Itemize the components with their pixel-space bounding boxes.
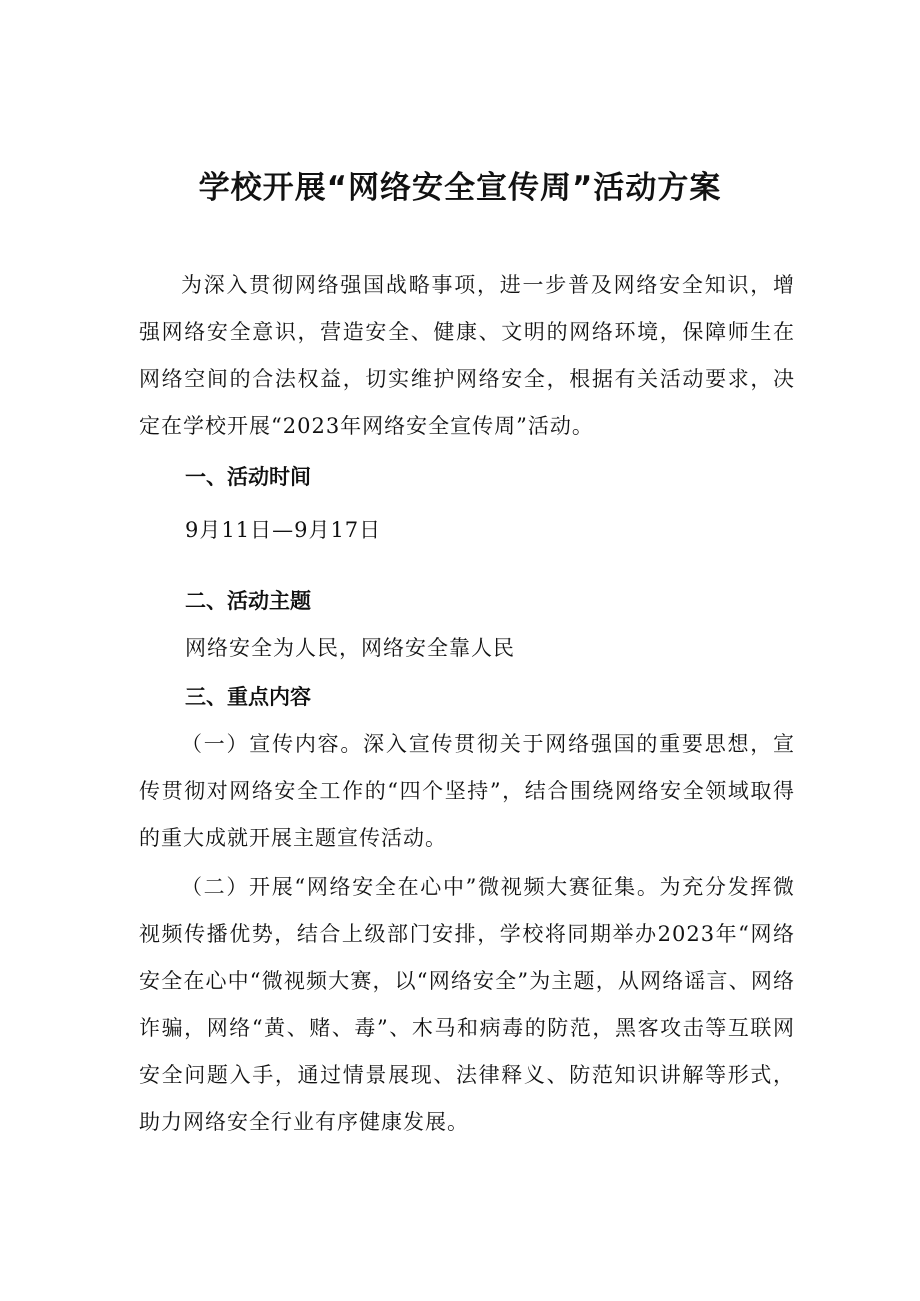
document-title: 学校开展“网络安全宣传周”活动方案 <box>198 170 722 206</box>
content-item-1: （一）宣传内容。深入宣传贯彻关于网络强国的重要思想，宣传贯彻对网络安全工作的“四个坚持”，结合围绕网络安全领域取得的重大成就开展主题宣传活动。 <box>139 732 795 850</box>
section-heading-content: 三、重点内容 <box>185 685 311 709</box>
content-item-2: （二）开展“网络安全在心中”微视频大赛征集。为充分发挥微视频传播优势，结合上级部门安排，学校将同期举办2023年“网络安全在心中“微视频大赛，以“网络安全”为主题，从网络谣言、网络诈骗，网络“黄、赌、毒”、木马和病毒的防范，黑客攻击等互联网安全问题入手，通过情景展现、法律释义、防范知识讲解等形式，助力网络安全行业有序健康发展。 <box>139 875 795 1134</box>
activity-time-text: 9月11日—9月17日 <box>185 518 382 542</box>
section-heading-theme: 二、活动主题 <box>185 589 311 613</box>
activity-theme-text: 网络安全为人民，网络安全靠人民 <box>185 636 515 660</box>
intro-paragraph: 为深入贯彻网络强国战略事项，进一步普及网络安全知识，增强网络安全意识，营造安全、健康、文明的网络环境，保障师生在网络空间的合法权益，切实维护网络安全，根据有关活动要求，决定在学校开展“2023年网络安全宣传周”活动。 <box>139 273 795 438</box>
section-heading-time: 一、活动时间 <box>185 465 311 489</box>
